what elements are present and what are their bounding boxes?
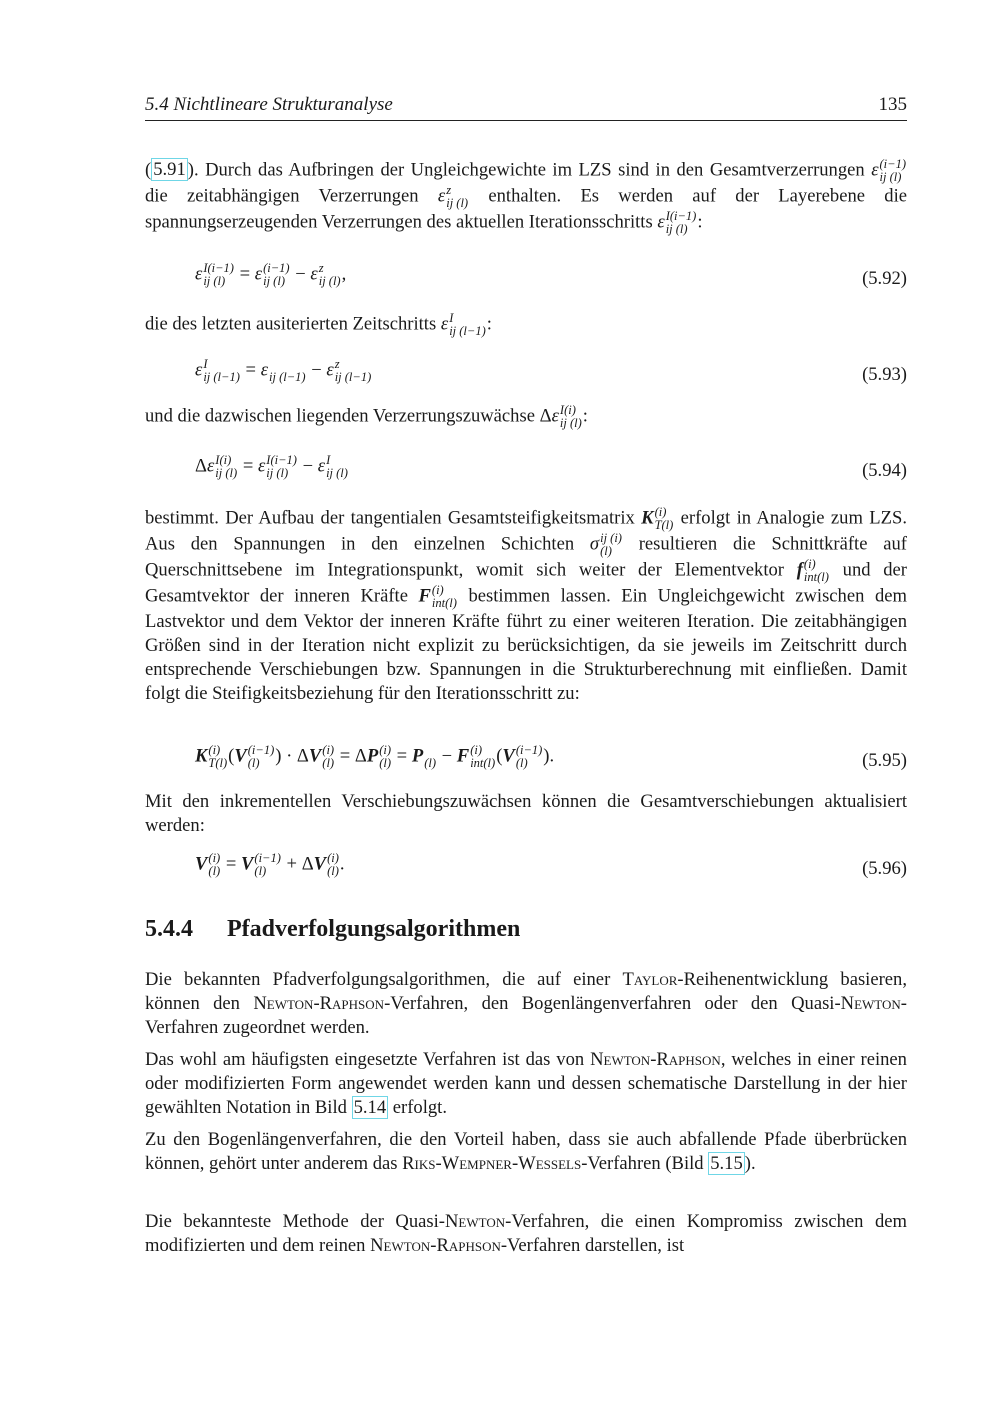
paragraph-text: Die bekannten Pfadverfolgungsalgorithmen, die auf einer — [145, 969, 611, 990]
equation-5-94 — [145, 454, 907, 488]
paragraph-text: Mit den inkrementellen Verschiebungszuwächsen können die Gesamtverschiebungen aktualisiert werden: — [145, 791, 907, 836]
section-number: 5.4.4 — [145, 916, 193, 942]
paragraph-text: -Verfahren zugeordnet werden. — [145, 993, 907, 1038]
paragraph-text: und der Gesamtvektor der inneren Kräfte — [145, 559, 907, 607]
page — [145, 0, 907, 1415]
paragraph-text: . Durch das Aufbringen der Ungleichgewichte im LZS sind in den Gesamtverzerrungen — [193, 159, 865, 181]
equation-5-92 — [145, 262, 907, 296]
equation-5-96 — [145, 852, 907, 886]
figure-reference-link[interactable]: 5.15 — [710, 1153, 743, 1174]
author-name: Newton-Raphson — [590, 1049, 721, 1070]
equation-expression: V (i) (l) = V (i−1) (l) + ΔV (i) (l) . — [195, 851, 345, 878]
paragraph-text: enthalten. Es werden auf der Layerebene die spannungserzeugenden Verzerrungen des aktuellen Iterationsschritts — [145, 185, 907, 233]
paragraph-algorithms — [145, 968, 907, 1040]
equation-reference-link[interactable]: 5.91 — [153, 159, 186, 181]
author-name: Newton-Raphson — [253, 993, 385, 1014]
paragraph-text: -Verfahren, den Bogenlängenverfahren oder den Quasi- — [384, 993, 841, 1014]
paragraph-text: die zeitabhängigen Verzerrungen — [145, 185, 419, 207]
paragraph-text: -Verfahren, die einen Kompromiss zwischen dem modifizierten und dem reinen — [145, 1211, 907, 1256]
equation-number: (5.96) — [862, 858, 907, 879]
paragraph-text: Das wohl am häufigsten eingesetzte Verfahren ist das von — [145, 1049, 585, 1070]
paragraph-text: die des letzten ausiterierten Zeitschritts — [145, 313, 437, 335]
paragraph-text: und die dazwischen liegenden Verzerrungszuwächse — [145, 405, 535, 427]
paragraph-text: -Verfahren darstellen, ist — [500, 1235, 685, 1256]
equation-expression: ε I(i−1) ij (l) = ε (i−1) ij (l) − ε z ij (l) , — [195, 261, 347, 288]
paragraph-arc-length — [145, 1128, 907, 1176]
equation-number: (5.95) — [862, 750, 907, 771]
paragraph-text: ). — [744, 1153, 756, 1174]
author-name: Newton — [445, 1211, 506, 1232]
paragraph-last-timestep: die des letzten ausiterierten Zeitschritts ε I ij (l−1) : — [145, 311, 492, 338]
page-number: 135 — [878, 94, 907, 115]
figure-reference-link[interactable]: 5.14 — [353, 1097, 387, 1118]
equation-expression: ε I ij (l−1) = ε ij (l−1) − ε z ij (l−1) — [195, 357, 372, 384]
paragraph-increments: und die dazwischen liegenden Verzerrungszuwächse Δε I(i) ij (l) : — [145, 403, 588, 430]
equation-5-93 — [145, 358, 907, 392]
paragraph-quasi-newton — [145, 1210, 907, 1258]
equation-expression: K (i) T(l) (V (i−1) (l) ) · ΔV (i) (l) = ΔP (i) (l) = P (l) − F (i) int(l) (V (i−1) (l) ). — [195, 743, 555, 770]
paragraph-text: resultieren die Schnittkräfte auf Querschnittsebene im Integrationspunkt, womit sich weiter der Elementvektor — [145, 533, 907, 581]
paragraph-text: -Reihenentwicklung basieren, können den — [145, 969, 907, 1014]
paragraph-text: Die bekannteste Methode der Quasi- — [145, 1211, 445, 1232]
equation-number: (5.93) — [862, 364, 907, 385]
paragraph-text: erfolgt. — [392, 1097, 447, 1118]
paragraph-text: bestimmen lassen. Ein Ungleichgewicht zwischen dem Lastvektor und dem Vektor der inneren Kräfte führt zu einer weiteren Iteration. Die zeitabhängigen Größen sind in der Iteration nicht explizit zu berücksichtigen, da sie jeweils im Zeitschritt durch entsprechende Verschiebungen bzw. Spannungen in die Strukturberechnung mit einfließen. Damit folgt die Steifigkeitsbeziehung für den Iterationsschritt zu: — [145, 585, 907, 704]
equation-expression: Δε I(i) ij (l) = ε I(i−1) ij (l) − ε I ij (l) — [195, 453, 348, 480]
author-name: Newton — [840, 993, 901, 1014]
equation-number: (5.92) — [862, 268, 907, 289]
paragraph-text: bestimmt. Der Aufbau der tangentialen Gesamtsteifigkeitsmatrix — [145, 507, 635, 529]
page-header — [145, 92, 907, 121]
author-name: Riks-Wempner-Wessels — [402, 1153, 582, 1174]
paragraph-text: -Verfahren (Bild — [581, 1153, 704, 1174]
paragraph-text: , welches in einer reinen oder modifizierten Form angewendet werden kann und dessen schematische Darstellung in der hier gewählten Notation in Bild — [145, 1049, 907, 1118]
paragraph-intro: ( 5.91 ). Durch das Aufbringen der Ungleichgewichte im LZS sind in den Gesamtverzerrungen ε (i−1) ij (l) die zeitabhängigen Verzerrungen ε z ij (l) enthalten. Es werden auf der Layerebene die spannungserzeugenden Verzerrungen des aktuellen Iterationsschritts ε I(i−1) ij (l) : — [145, 157, 907, 236]
paragraph-text: erfolgt in Analogie zum LZS. Aus den Spannungen in den einzelnen Schichten — [145, 507, 907, 555]
paragraph-text: Zu den Bogenlängenverfahren, die den Vorteil haben, dass sie auch abfallende Pfade überbrücken können, gehört unter anderem das — [145, 1129, 907, 1174]
author-name: Taylor — [622, 969, 678, 990]
author-name: Newton-Raphson — [370, 1235, 501, 1256]
paragraph-displacement — [145, 790, 907, 838]
section-title: Pfadverfolgungsalgorithmen — [227, 916, 521, 942]
equation-number: (5.94) — [862, 460, 907, 481]
paragraph-newton-raphson — [145, 1048, 907, 1120]
paragraph-stiffness: bestimmt. Der Aufbau der tangentialen Gesamtsteifigkeitsmatrix K (i) T(l) erfolgt in Analogie zum LZS. Aus den Spannungen in den einzelnen Schichten σ ij (i) (l) resultieren die Schnittkräfte auf Querschnittsebene im Integrationspunkt, womit sich weiter der Elementvektor f (i) int(l) und der Gesamtvektor der inneren Kräfte F (i) int(l) bestimmen lassen. Ein Ungleichgewicht zwischen dem Lastvektor und dem Vektor der inneren Kräfte führt zu einer weiteren Iteration. Die zeitabhängigen Größen sind in der Iteration nicht explizit zu berücksichtigen, da sie jeweils im Zeitschritt durch entsprechende Verschiebungen bzw. Spannungen in die Strukturberechnung mit einfließen. Damit folgt die Steifigkeitsbeziehung für den Iterationsschritt zu: — [145, 505, 907, 704]
equation-5-95 — [145, 744, 907, 778]
running-head: 5.4 Nichtlineare Strukturanalyse — [145, 94, 393, 115]
section-heading — [145, 916, 520, 943]
